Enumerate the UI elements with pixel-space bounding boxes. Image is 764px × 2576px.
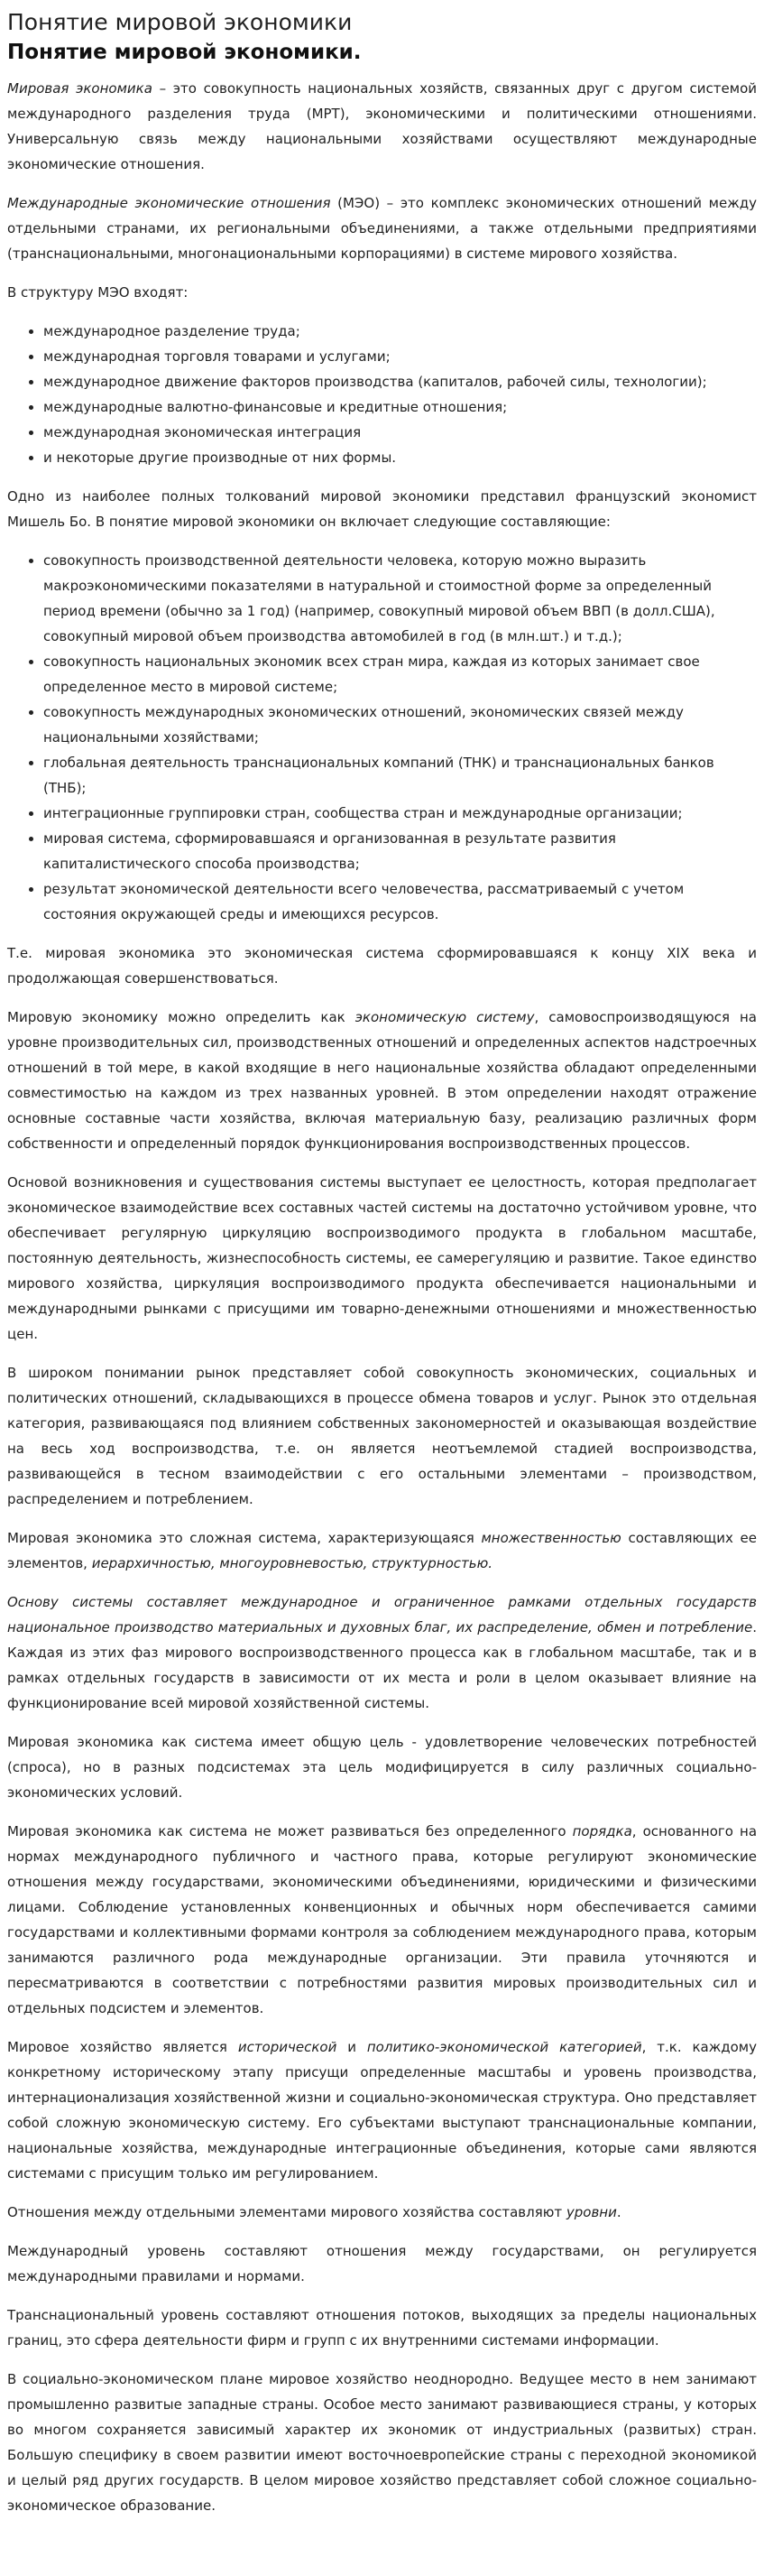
paragraph: [7, 1525, 757, 1576]
text-span: , основанного на нормах международного публичного и частного права, которые регулируют экономические отношения между государствами, экономическими объединениями, юридическими и физическими лицами. Соблюдение установленных конвенционных и обычных норм обеспечивается самими государствами и коллективными формами контроля за соблюдением международного права, которым занимаются различного рода международные организации. Эти правила уточняются и пересматриваются в соответствии с потребностями развития мировых производительных сил и отдельных подсистем и элементов.: [7, 1823, 758, 2016]
paragraph: [7, 1729, 757, 1805]
text-span: Мировая экономика это сложная система, характеризующаяся: [7, 1530, 482, 1546]
list-item: • совокупность национальных экономик всех стран мира, каждая из которых занимает свое определенное место в мировой системе;: [43, 649, 757, 700]
paragraph: [7, 1360, 757, 1512]
list-item: • результат экономической деятельности всего человечества, рассматриваемый с учетом состояния окружающей среды и имеющихся ресурсов.: [43, 876, 757, 927]
text-span: составляющих ее элементов,: [7, 1530, 757, 1571]
list-item: • совокупность международных экономических отношений, экономических связей между национальными хозяйствами;: [43, 700, 757, 750]
paragraph: [7, 2303, 757, 2353]
text-span: Т.е. мировая экономика это экономическая система сформировавшаяся к концу XIX века и продолжающая совершенствоваться.: [7, 945, 757, 987]
text-span: Мировая экономика как система не может развиваться без определенного: [7, 1823, 573, 1839]
list-item: • интеграционные группировки стран, сообщества стран и международные организации;: [43, 801, 757, 826]
text-span: , т.к. каждому конкретному историческому этапу присущи определенные масштабы и уровень производства, интернационализация хозяйственной жизни и социально-экономическая структура. Оно представляет собой сложную экономическую систему. Его субъектами выступают транснациональные компании, национальные хозяйства, международные интеграционные объединения, которые сами являются системами с присущим только им регулированием.: [7, 2039, 757, 2182]
text-span: – это совокупность национальных хозяйств, связанных друг с другом системой международного разделения труда (МРТ), экономическими и политическими отношениями. Универсальную связь между национальными хозяйствами осуществляют международные экономические отношения.: [7, 80, 757, 172]
paragraph: [7, 2238, 757, 2289]
italic-term: иерархичностью, многоуровневостью, структурностью.: [91, 1555, 492, 1571]
text-span: Мировая экономика как система имеет общую цель - удовлетворение человеческих потребностей (спроса), но в разных подсистемах эта цель модифицируется в силу различных социально-экономических условий.: [7, 1734, 757, 1801]
paragraph-michel-beaud: Одно из наиболее полных толкований мировой экономики представил французский экономист Мишель Бо. В понятие мировой экономики он включает следующие составляющие:: [7, 488, 757, 530]
italic-term: Международные экономические отношения: [7, 195, 331, 211]
italic-term: множественностью: [481, 1530, 621, 1546]
paragraph: [7, 2200, 757, 2225]
text-span: Мировое хозяйство является: [7, 2039, 238, 2055]
paragraph: [7, 941, 757, 991]
paragraph: [7, 1589, 757, 1716]
text-span: В социально-экономическом плане мировое хозяйство неоднородно. Ведущее место в нем занимают промышленно развитые западные страны. Особое место занимают развивающиеся страны, у которых во многом сохраняется зависимый характер их экономик от индустриальных (развитых) стран. Большую специфику в своем развитии имеют восточноевропейские страны с переходной экономикой и целый ряд других государств. В целом мировое хозяйство представляет собой сложное социально-экономическое образование.: [7, 2371, 757, 2514]
intro-paragraphs: [7, 76, 757, 305]
text-span: Отношения между отдельными элементами мирового хозяйства составляют: [7, 2204, 566, 2220]
paragraph: [7, 2367, 757, 2518]
italic-term: Основу системы составляет международное и ограниченное рамками отдельных государств национальное производство материальных и духовных благ, их распределение, обмен и потребление: [7, 1594, 757, 1635]
text-span: . Каждая из этих фаз мирового воспроизводственного процесса как в глобальном масштабе, так и в рамках отдельных государств в зависимости от их места и роли в целом оказывает влияние на функционирование всей мировой хозяйственной системы.: [7, 1619, 757, 1711]
text-span: (МЭО) – это комплекс экономических отношений между отдельными странами, их региональными объединениями, а также отдельными предприятиями (транснациональными, многонациональными корпорациями) в системе мирового хозяйства.: [7, 195, 757, 262]
paragraph: [7, 76, 757, 177]
italic-term: Мировая экономика: [7, 80, 152, 97]
paragraph: [7, 2034, 757, 2186]
text-span: , самовоспроизводящуюся на уровне производительных сил, производственных отношений и определенных аспектов надстроечных отношений в той мере, в какой входящие в него национальные хозяйства обладают определенными совместимостью на каждом из трех названных уровней. В этом определении находят отражение основные составные части хозяйства, включая материальную базу, реализацию различных форм собственности и определенный порядок функционирования воспроизводственных процессов.: [7, 1009, 757, 1152]
list-item: • международная экономическая интеграция: [43, 420, 757, 445]
world-economy-components-list: [7, 548, 757, 927]
italic-term: экономическую систему: [354, 1009, 535, 1025]
list-item: • международная торговля товарами и услугами;: [43, 344, 757, 369]
list-item: • международное движение факторов производства (капиталов, рабочей силы, технологии);: [43, 369, 757, 394]
text-span: Транснациональный уровень составляют отношения потоков, выходящих за пределы национальных границ, это сфера деятельности фирм и групп с их внутренними системами информации.: [7, 2307, 757, 2349]
italic-term: уровни: [566, 2204, 617, 2220]
italic-term: порядка: [572, 1823, 632, 1839]
page-title: Понятие мировой экономики: [7, 9, 353, 35]
text-span: В структуру МЭО входят:: [7, 284, 189, 301]
list-item: • международные валютно-финансовые и кредитные отношения;: [43, 394, 757, 420]
text-span: В широком понимании рынок представляет собой совокупность экономических, социальных и политических отношений, складывающихся в процессе обмена товаров и услуг. Рынок это отдельная категория, развивающаяся под влиянием собственных закономерностей и оказывающая воздействие на весь ход воспроизводства, т.е. он является неотъемлемой стадией воспроизводства, развивающейся в тесном взаимодействии с его остальными элементами – производством, распределением и потреблением.: [7, 1365, 757, 1507]
mev-structure-list: [7, 319, 757, 470]
italic-term: политико-экономической категорией: [366, 2039, 642, 2055]
paragraph: [7, 1170, 757, 1347]
text-span: Мировую экономику можно определить как: [7, 1009, 355, 1025]
text-span: Основой возникновения и существования системы выступает ее целостность, которая предполагает экономическое взаимодействие всех составных частей системы на достаточно устойчивом уровне, что обеспечивает регулярную циркуляцию воспроизводимого продукта в глобальном масштабе, постоянную деятельность, жизнеспособность системы, ее самерегуляцию и развитие. Такое единство мирового хозяйства, циркуляция воспроизводимого продукта обеспечивается национальными и международными рынками с присущими им товарно-денежными отношениями и множественностью цен.: [7, 1174, 757, 1342]
paragraph: [7, 1819, 757, 2021]
list-item: • совокупность производственной деятельности человека, которую можно выразить макроэкономическими показателями в натуральной и стоимостной форме за определенный период времени (обычно за 1 год) (например, совокупный мировой объем ВВП (в долл.США), совокупный мировой объем производства автомобилей в год (в млн.шт.) и т.д.);: [43, 548, 757, 649]
list-item: • и некоторые другие производные от них формы.: [43, 445, 757, 470]
list-item: • мировая система, сформировавшаяся и организованная в результате развития капиталистического способа производства;: [43, 826, 757, 876]
text-span: Международный уровень составляют отношения между государствами, он регулируется международными правилами и нормами.: [7, 2243, 757, 2284]
paragraph: [7, 190, 757, 266]
paragraph: [7, 1005, 757, 1156]
article-heading: Понятие мировой экономики.: [7, 41, 362, 64]
list-item: • глобальная деятельность транснациональных компаний (ТНК) и транснациональных банков (ТНБ);: [43, 750, 757, 801]
italic-term: исторической: [237, 2039, 337, 2055]
body-paragraphs: [7, 941, 757, 2518]
text-span: .: [616, 2204, 621, 2220]
list-item: • международное разделение труда;: [43, 319, 757, 344]
paragraph: [7, 280, 757, 305]
text-span: и: [336, 2039, 367, 2055]
